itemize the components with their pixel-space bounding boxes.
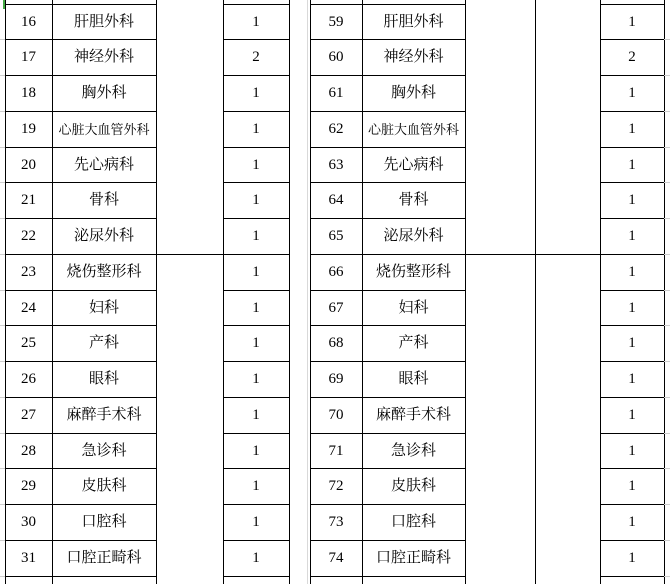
count-cell[interactable]: 1 [252, 84, 260, 101]
row-number-cell[interactable]: 66 [328, 263, 344, 280]
count-cell[interactable]: 1 [628, 513, 636, 530]
row-number-cell[interactable]: 22 [21, 227, 36, 244]
department-cell[interactable]: 麻醉手术科 [66, 406, 142, 423]
sheet-gridline-tick-right [664, 361, 670, 362]
count-cell[interactable]: 1 [628, 299, 636, 316]
count-cell[interactable]: 1 [628, 263, 636, 280]
sheet-gridline-tick-right [664, 254, 670, 255]
count-cell[interactable]: 1 [628, 406, 636, 423]
count-cell[interactable]: 1 [252, 156, 260, 173]
department-cell[interactable]: 胸外科 [390, 84, 436, 101]
column-border-line [156, 0, 157, 584]
column-border-line [664, 0, 665, 584]
row-number-cell[interactable]: 18 [21, 84, 36, 101]
row-number-cell[interactable]: 27 [21, 406, 36, 423]
department-cell[interactable]: 麻醉手术科 [375, 406, 451, 423]
department-cell[interactable]: 肝胆外科 [73, 13, 134, 30]
row-number-cell[interactable]: 74 [328, 549, 344, 566]
row-number-cell[interactable]: 63 [328, 156, 344, 173]
count-cell[interactable]: 1 [628, 227, 636, 244]
department-cell[interactable]: 产科 [398, 334, 429, 351]
count-cell[interactable]: 2 [252, 48, 260, 65]
count-cell[interactable]: 1 [628, 442, 636, 459]
row-border-line [223, 576, 290, 577]
count-cell[interactable]: 1 [252, 406, 260, 423]
row-number-cell[interactable]: 61 [328, 84, 344, 101]
row-number-cell[interactable]: 28 [21, 442, 36, 459]
count-cell[interactable]: 1 [628, 370, 636, 387]
sheet-gridline-tick-right [664, 39, 670, 40]
department-cell[interactable]: 先心病科 [73, 156, 134, 173]
sheet-gridline-tick-right [664, 75, 670, 76]
row-number-cell[interactable]: 31 [21, 549, 36, 566]
count-cell[interactable]: 1 [252, 120, 260, 137]
department-cell[interactable]: 烧伤整形科 [375, 263, 451, 280]
row-number-cell[interactable]: 60 [328, 48, 344, 65]
row-number-cell[interactable]: 16 [21, 13, 36, 30]
row-number-cell[interactable]: 73 [328, 513, 344, 530]
department-cell[interactable]: 口腔科 [390, 513, 436, 530]
count-cell[interactable]: 1 [252, 227, 260, 244]
row-number-cell[interactable]: 59 [328, 13, 344, 30]
department-cell[interactable]: 心脏大血管外科 [367, 121, 459, 137]
row-number-cell[interactable]: 62 [328, 120, 344, 137]
count-cell[interactable]: 1 [628, 156, 636, 173]
department-cell[interactable]: 先心病科 [383, 156, 444, 173]
department-cell[interactable]: 急诊科 [390, 442, 436, 459]
sheet-gridline-tick-right [664, 325, 670, 326]
count-cell[interactable]: 1 [628, 477, 636, 494]
count-cell[interactable]: 1 [252, 442, 260, 459]
department-cell[interactable]: 心脏大血管外科 [58, 121, 150, 137]
count-cell[interactable]: 1 [628, 13, 636, 30]
sheet-gridline-tick-right [664, 218, 670, 219]
sheet-gridline-tick-right [664, 397, 670, 398]
department-cell[interactable]: 烧伤整形科 [66, 263, 142, 280]
row-number-cell[interactable]: 24 [21, 299, 36, 316]
sheet-gridline-tick-right [664, 182, 670, 183]
count-cell[interactable]: 1 [252, 477, 260, 494]
row-number-cell[interactable]: 70 [328, 406, 344, 423]
row-border-line [600, 576, 665, 577]
department-cell[interactable]: 胸外科 [81, 84, 127, 101]
row-number-cell[interactable]: 67 [328, 299, 344, 316]
department-cell[interactable]: 口腔正畸科 [375, 549, 451, 566]
count-cell[interactable]: 2 [628, 48, 636, 65]
department-cell[interactable]: 神经外科 [73, 48, 134, 65]
sheet-gridline-tick-right [664, 540, 670, 541]
row-number-cell[interactable]: 65 [328, 227, 344, 244]
column-border-line [535, 0, 536, 584]
row-number-cell[interactable]: 72 [328, 477, 344, 494]
department-cell[interactable]: 皮肤科 [390, 477, 436, 494]
department-cell[interactable]: 骨科 [398, 191, 429, 208]
sheet-gridline-tick-right [664, 504, 670, 505]
department-cell[interactable]: 皮肤科 [81, 477, 127, 494]
row-number-cell[interactable]: 30 [21, 513, 36, 530]
column-border-line [289, 0, 290, 584]
department-cell[interactable]: 肝胆外科 [383, 13, 444, 30]
sheet-gridline-tick-right [664, 468, 670, 469]
department-cell[interactable]: 眼科 [88, 370, 119, 387]
row-number-cell[interactable]: 20 [21, 156, 36, 173]
row-border-line [5, 576, 157, 577]
selection-border-remnant [3, 0, 5, 9]
count-cell[interactable]: 1 [252, 370, 260, 387]
row-number-cell[interactable]: 29 [21, 477, 36, 494]
department-cell[interactable]: 急诊科 [81, 442, 127, 459]
count-cell[interactable]: 1 [252, 263, 260, 280]
row-number-cell[interactable]: 23 [21, 263, 36, 280]
sheet-gridline-tick-right [664, 290, 670, 291]
department-cell[interactable]: 产科 [88, 334, 119, 351]
department-cell[interactable]: 妇科 [88, 299, 119, 316]
department-cell[interactable]: 口腔科 [81, 513, 127, 530]
row-number-cell[interactable]: 64 [328, 191, 344, 208]
sheet-gridline-tick-left [0, 576, 5, 577]
count-cell[interactable]: 1 [628, 120, 636, 137]
count-cell[interactable]: 1 [628, 191, 636, 208]
row-number-cell[interactable]: 17 [21, 48, 36, 65]
sheet-gridline-tick-right [664, 433, 670, 434]
sheet-gridline-tick-right [664, 576, 670, 577]
count-cell[interactable]: 1 [628, 549, 636, 566]
count-cell[interactable]: 1 [252, 334, 260, 351]
row-border-line [310, 576, 466, 577]
row-number-cell[interactable]: 19 [21, 120, 36, 137]
row-number-cell[interactable]: 26 [21, 370, 36, 387]
sheet-gridline-tick-right [664, 111, 670, 112]
count-cell[interactable]: 1 [252, 299, 260, 316]
count-cell[interactable]: 1 [252, 191, 260, 208]
row-number-cell[interactable]: 21 [21, 191, 36, 208]
count-cell[interactable]: 1 [628, 84, 636, 101]
department-cell[interactable]: 泌尿外科 [73, 227, 134, 244]
department-cell[interactable]: 泌尿外科 [383, 227, 444, 244]
sheet-gridline-tick-right [664, 147, 670, 148]
count-cell[interactable]: 1 [252, 549, 260, 566]
row-number-cell[interactable]: 25 [21, 334, 36, 351]
row-number-cell[interactable]: 71 [328, 442, 344, 459]
column-border-line [465, 0, 466, 584]
department-cell[interactable]: 骨科 [88, 191, 119, 208]
count-cell[interactable]: 1 [252, 13, 260, 30]
department-cell[interactable]: 口腔正畸科 [66, 549, 142, 566]
sheet-column-gridline [307, 0, 308, 584]
count-cell[interactable]: 1 [252, 513, 260, 530]
row-number-cell[interactable]: 68 [328, 334, 344, 351]
count-cell[interactable]: 1 [628, 334, 636, 351]
department-cell[interactable]: 神经外科 [383, 48, 444, 65]
row-number-cell[interactable]: 69 [328, 370, 344, 387]
department-cell[interactable]: 眼科 [398, 370, 429, 387]
department-cell[interactable]: 妇科 [398, 299, 429, 316]
